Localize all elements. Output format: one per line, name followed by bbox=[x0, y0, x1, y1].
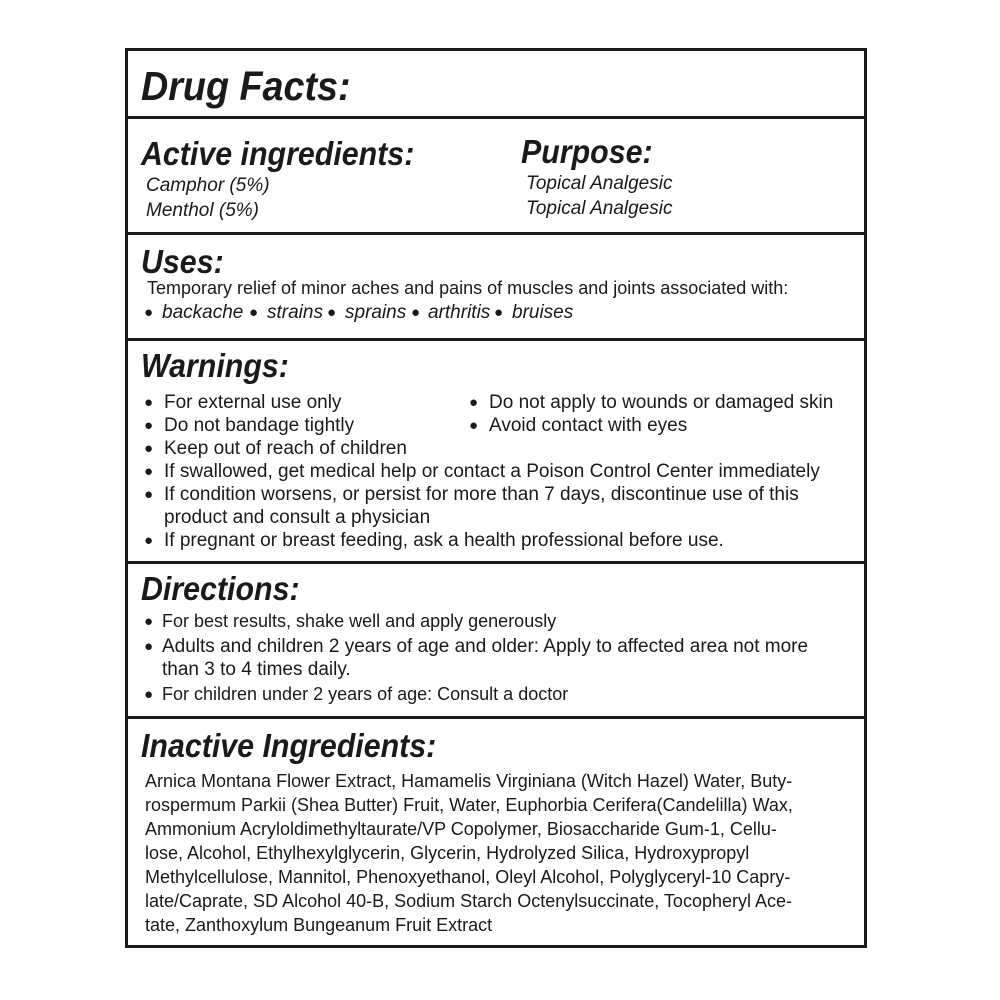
direction-item: For best results, shake well and apply generously bbox=[162, 611, 557, 631]
warning-item: For external use only bbox=[164, 392, 342, 413]
uses-item: strains bbox=[267, 302, 323, 323]
warning-item: If condition worsens, or persist for more than 7 days, discontinue use of this bbox=[164, 484, 799, 505]
bullet: ● bbox=[144, 638, 154, 655]
warning-item: If swallowed, get medical help or contact a Poison Control Center immediately bbox=[164, 461, 820, 482]
inactive-ingredients-section bbox=[128, 719, 864, 945]
bullet: ● bbox=[494, 304, 504, 321]
uses-list bbox=[128, 301, 864, 325]
inactive-ingredients-heading: Inactive Ingredients: bbox=[141, 727, 437, 764]
bullet: ● bbox=[144, 394, 154, 411]
bullet: ● bbox=[144, 304, 154, 321]
active-ingredient-item: Menthol (5%) bbox=[146, 200, 259, 221]
inactive-ingredients-line: lose, Alcohol, Ethylhexylglycerin, Glycerin, Hydrolyzed Silica, Hydroxypropyl bbox=[145, 843, 750, 863]
uses-item: bruises bbox=[512, 302, 574, 323]
bullet: ● bbox=[469, 394, 479, 411]
bullet: ● bbox=[144, 463, 154, 480]
uses-item: backache bbox=[162, 302, 244, 323]
bullet: ● bbox=[144, 613, 154, 630]
inactive-ingredients-line: Arnica Montana Flower Extract, Hamamelis Virginiana (Witch Hazel) Water, Buty- bbox=[145, 771, 793, 791]
active-ingredients-section bbox=[128, 119, 864, 235]
warning-item-continued: product and consult a physician bbox=[164, 507, 431, 528]
warning-item: Do not bandage tightly bbox=[164, 415, 355, 436]
warning-item: If pregnant or breast feeding, ask a health professional before use. bbox=[164, 530, 724, 551]
bullet: ● bbox=[144, 486, 154, 503]
warning-item: Do not apply to wounds or damaged skin bbox=[489, 392, 834, 413]
page-title: Drug Facts: bbox=[141, 63, 351, 109]
warning-item: Keep out of reach of children bbox=[164, 438, 407, 459]
uses-item: arthritis bbox=[428, 302, 491, 323]
purpose-heading: Purpose: bbox=[521, 133, 653, 170]
direction-item: Adults and children 2 years of age and older: Apply to affected area not more bbox=[162, 636, 809, 657]
uses-item: sprains bbox=[345, 302, 407, 323]
inactive-ingredients-line: late/Caprate, SD Alcohol 40-B, Sodium Starch Octenylsuccinate, Tocopheryl Ace- bbox=[145, 891, 792, 911]
warnings-section bbox=[128, 341, 864, 564]
directions-section bbox=[128, 564, 864, 719]
purpose-item: Topical Analgesic bbox=[526, 173, 673, 194]
inactive-ingredients-line: Methylcellulose, Mannitol, Phenoxyethanol, Oleyl Alcohol, Polyglyceryl-10 Capry- bbox=[145, 867, 791, 887]
uses-section bbox=[128, 235, 864, 341]
inactive-ingredients-line: Ammonium Acryloldimethyltaurate/VP Copolymer, Biosaccharide Gum-1, Cellu- bbox=[145, 819, 777, 839]
inactive-ingredients-line: rospermum Parkii (Shea Butter) Fruit, Water, Euphorbia Cerifera(Candelilla) Wax, bbox=[145, 795, 793, 815]
direction-item: For children under 2 years of age: Consult a doctor bbox=[162, 684, 569, 704]
directions-heading: Directions: bbox=[141, 570, 300, 607]
drug-facts-label bbox=[125, 48, 867, 948]
active-ingredient-item: Camphor (5%) bbox=[146, 175, 270, 196]
title-section bbox=[128, 51, 864, 119]
bullet: ● bbox=[144, 417, 154, 434]
bullet: ● bbox=[327, 304, 337, 321]
uses-heading: Uses: bbox=[141, 243, 224, 280]
bullet: ● bbox=[411, 304, 421, 321]
bullet: ● bbox=[144, 686, 154, 703]
bullet: ● bbox=[144, 440, 154, 457]
uses-text: Temporary relief of minor aches and pains of muscles and joints associated with: bbox=[147, 278, 789, 298]
bullet: ● bbox=[249, 304, 259, 321]
direction-item-continued: than 3 to 4 times daily. bbox=[162, 659, 351, 680]
warnings-heading: Warnings: bbox=[141, 347, 289, 384]
bullet: ● bbox=[469, 417, 479, 434]
inactive-ingredients-line: tate, Zanthoxylum Bungeanum Fruit Extract bbox=[145, 915, 493, 935]
purpose-item: Topical Analgesic bbox=[526, 198, 673, 219]
warning-item: Avoid contact with eyes bbox=[489, 415, 688, 436]
active-ingredients-heading: Active ingredients: bbox=[141, 135, 415, 172]
bullet: ● bbox=[144, 532, 154, 549]
